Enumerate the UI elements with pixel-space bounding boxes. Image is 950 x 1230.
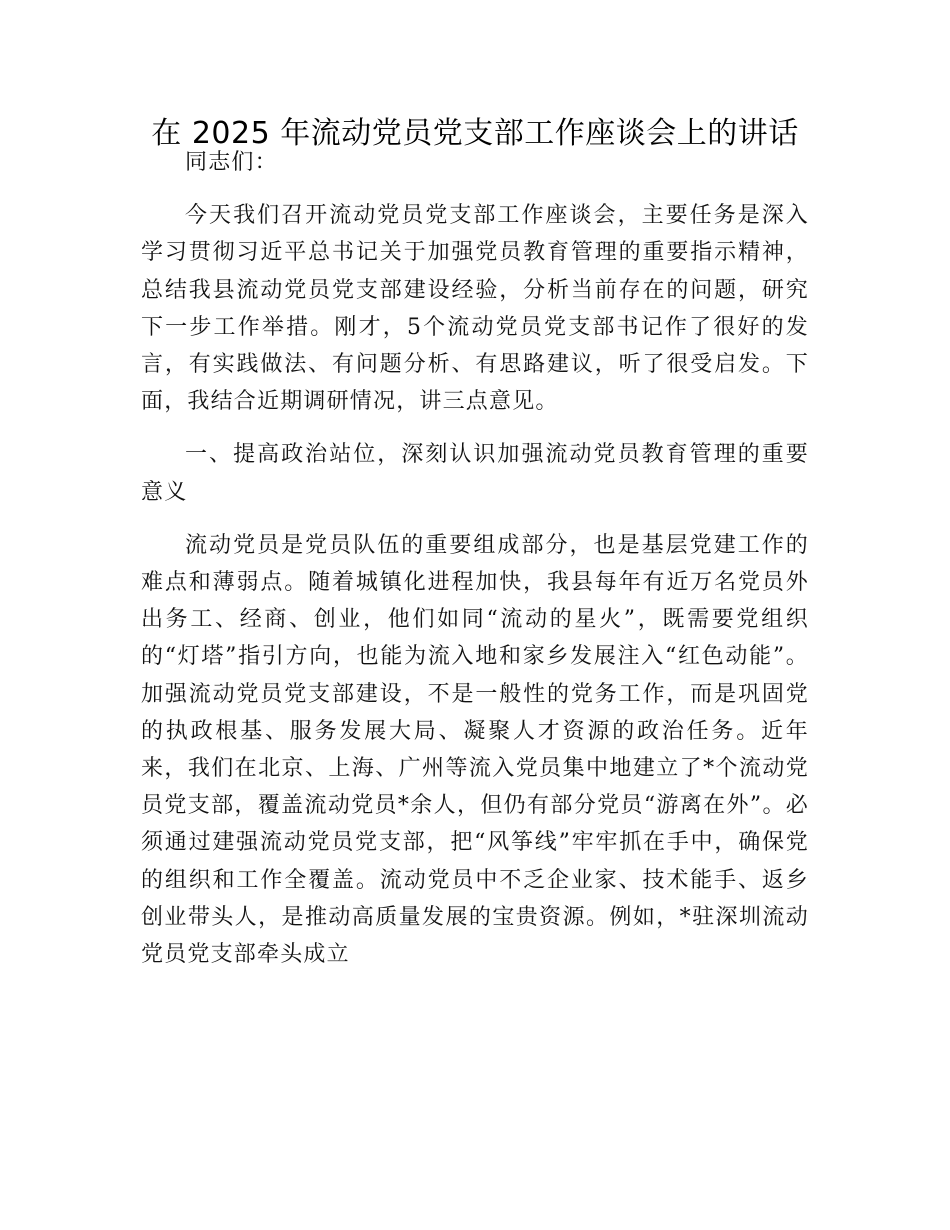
document-title: 在 2025 年流动党员党支部工作座谈会上的讲话 xyxy=(151,116,799,151)
document-body xyxy=(141,144,809,973)
paragraph-section-1: 流动党员是党员队伍的重要组成部分，也是基层党建工作的难点和薄弱点。随着城镇化进程加快，我县每年有近万名党员外出务工、经商、创业，他们如同“流动的星火”，既需要党组织的“灯塔”指引方向，也能为流入地和家乡发展注入“红色动能”。加强流动党员党支部建设，不是一般性的党务工作，而是巩固党的执政根基、服务发展大局、凝聚人才资源的政治任务。近年来，我们在北京、上海、广州等流入党员集中地建立了*个流动党员党支部，覆盖流动党员*余人，但仍有部分党员“游离在外”。必须通过建强流动党员党支部，把“风筝线”牢牢抓在手中，确保党的组织和工作全覆盖。流动党员中不乏企业家、技术能手、返乡创业带头人，是推动高质量发展的宝贵资源。例如，*驻深圳流动党员党支部牵头成立 xyxy=(141,532,809,968)
greeting: 同志们： xyxy=(185,150,278,175)
section-heading-1: 一、提高政治站位，深刻认识加强流动党员教育管理的重要意义 xyxy=(141,442,809,505)
paragraph-intro: 今天我们召开流动党员党支部工作座谈会，主要任务是深入学习贯彻习近平总书记关于加强党员教育管理的重要指示精神，总结我县流动党员党支部建设经验，分析当前存在的问题，研究下一步工作举措。刚才，5个流动党员党支部书记作了很好的发言，有实践做法、有问题分析、有思路建议，听了很受启发。下面，我结合近期调研情况，讲三点意见。 xyxy=(141,203,809,415)
